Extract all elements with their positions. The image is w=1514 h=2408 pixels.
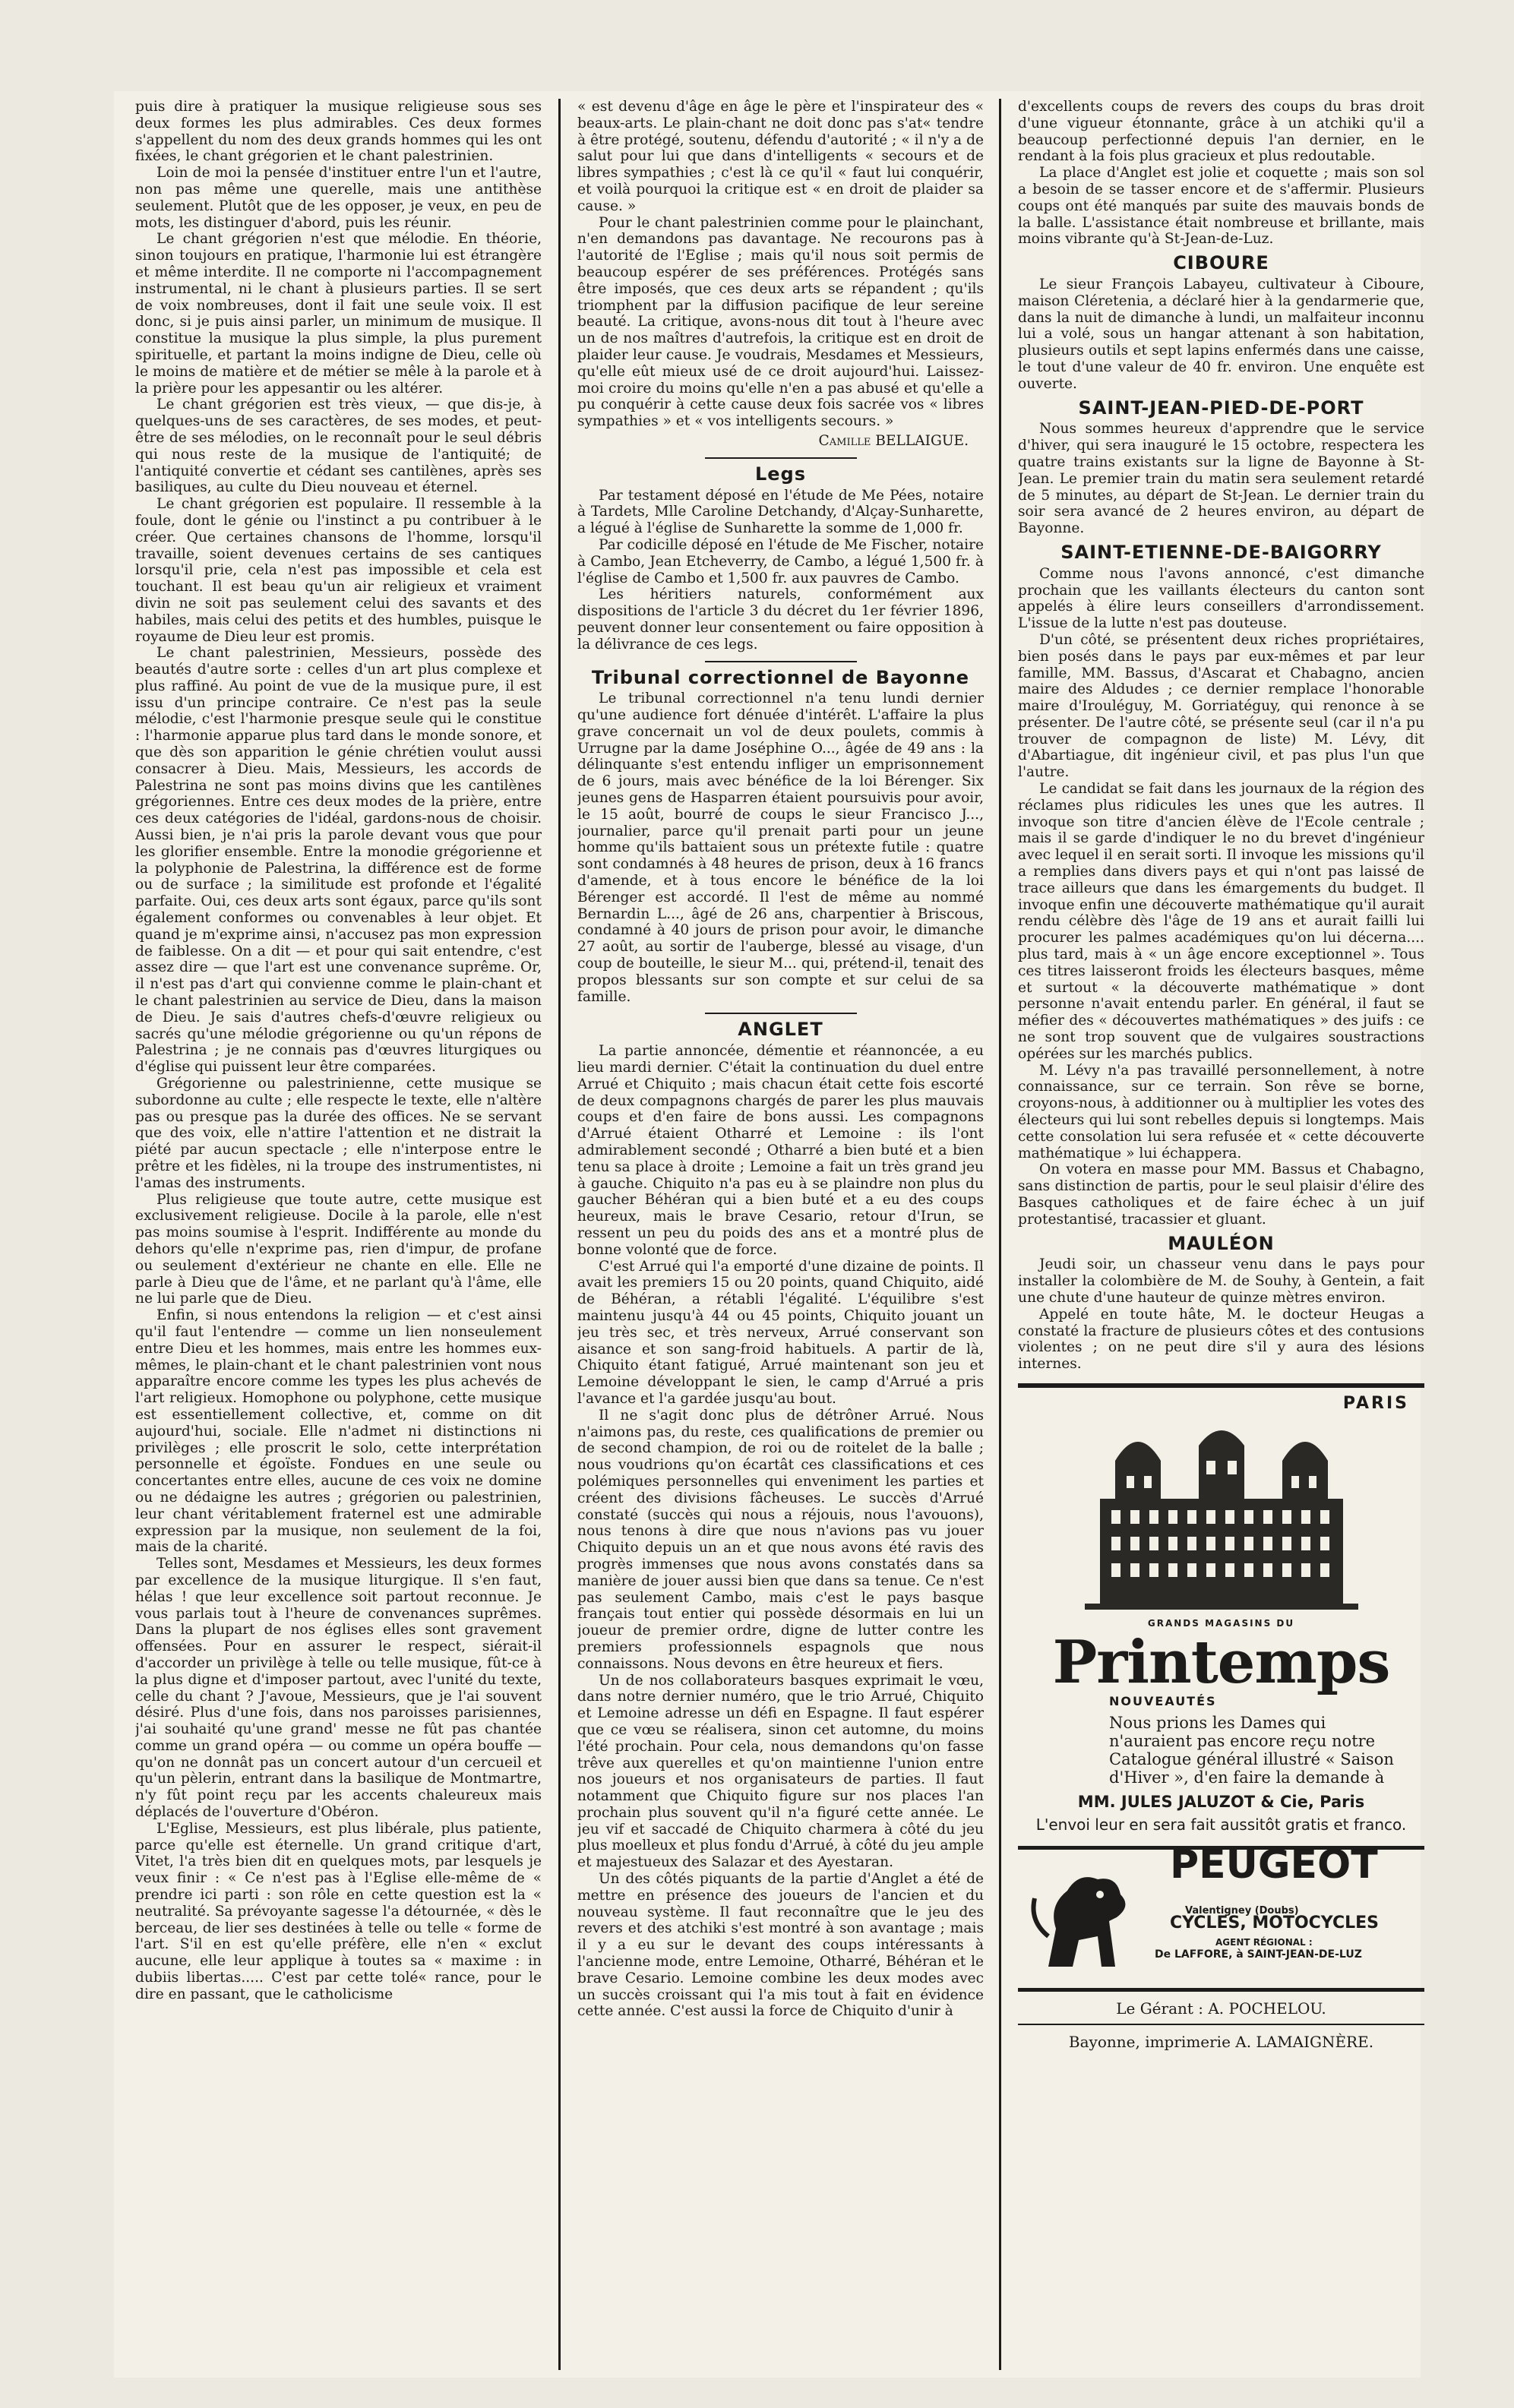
paragraph: Nous sommes heureux d'apprendre que le service d'hiver, qui sera inauguré le 15 octobre, respectera les quatre trains existants sur la ligne de Bayonne à St-Jean. Le premier train du matin sera seulement retardé de 5 minutes, au départ de St-Jean. Le dernier train du soir sera avancé de 2 heures environ, au départ de Bayonne. — [1018, 421, 1424, 537]
gerant-line: Le Gérant : A. POCHELOU. — [1018, 2001, 1424, 2025]
divider — [705, 457, 857, 459]
ad-address: MM. JULES JALUZOT & Cie, Paris — [1077, 1793, 1365, 1812]
paragraph: Pour le chant palestrinien comme pour le plainchant, n'en demandons pas davantage. Ne recourons pas à l'autorité de l'Eglise ; mais qu'il nous soit permis de beaucoup espérer de ses préférences. Protégés sans être imposés, que ces deux arts se répandent ; qu'ils triomphent par la diffusion pacifique de leur sereine beauté. La critique, avons-nous dit tout à l'heure avec un de nos maîtres d'autrefois, la critique est en droit de plaider leur cause. Je voudrais, Mesdames et Messieurs, qu'elle eût mieux usé de ce droit aujourd'hui. Laissez-moi croire du moins qu'elle n'en a pas abusé et qu'elle a pu conquérir à cette cause deux fois sacrée vos « libres sympathies » et « vos intelligents secours. » — [577, 214, 984, 430]
paragraph: On votera en masse pour MM. Bassus et Chabagno, sans distinction de partis, pour le seul plaisir d'élire des Basques catholiques et de faire échec à un juif protestantisé, tracassier et gluant. — [1018, 1161, 1424, 1228]
section-title-tribunal: Tribunal correctionnel de Bayonne — [591, 666, 970, 688]
paragraph: Telles sont, Mesdames et Messieurs, les deux formes par excellence de la musique liturgique. Il s'en faut, hélas ! que leur excellence soit partout reconnue. Je vous parlais tout à l'heure de convenances suprêmes. Dans la plupart de nos églises elles sont gravement offensées. Pour en assurer le respect, siérait-il d'accorder un privilège à telle ou telle musique, fût-ce à la plus digne et d'imposer partout, avec l'unité du texte, celle du chant ? J'avoue, Messieurs, que je l'ai souvent désiré. Plus d'une fois, dans nos paroisses parisiennes, j'ai souhaité qu'une grand' messe ne fût pas chantée comme un grand opéra — ou comme un opéra bouffe — qu'on ne donnât pas un concert autour d'un cercueil et qu'un pèlerin, entrant dans la basilique de Montmartre, n'y fût point reçu par les accents chaleureux mais déplacés de l'ouverture d'Obéron. — [135, 1556, 542, 1821]
ad-peugeot-agent: AGENT RÉGIONAL : — [1215, 1937, 1313, 1948]
department-store-illustration — [1085, 1415, 1358, 1613]
paragraph: La place d'Anglet est jolie et coquette ; mais son sol a besoin de se tasser encore et de s'affermir. Plusieurs coups ont été manqués par suite des mauvais bonds de la balle. L'assistance était nombreuse et brillante, mais moins vibrante qu'à St-Jean-de-Luz. — [1018, 165, 1424, 248]
section-title-saint-jean: SAINT-JEAN-PIED-DE-PORT — [1078, 397, 1364, 419]
paragraph: M. Lévy n'a pas travaillé personnellement, à notre connaissance, sur ce terrain. Son rêve se borne, croyons-nous, à additionner ou à multiplier les votes des électeurs qui lui sont rebelles depuis si longtemps. Mais cette consolation lui sera refusée et « cette découverte mathématique » lui échappera. — [1018, 1062, 1424, 1161]
paragraph: Par codicille déposé en l'étude de Me Fischer, notaire à Cambo, Jean Etcheverry, de Cambo, a légué 1,500 fr. à l'église de Cambo et 1,500 fr. aux pauvres de Cambo. — [577, 536, 984, 586]
paragraph: Les héritiers naturels, conformément aux dispositions de l'article 3 du décret du 1er février 1896, peuvent donner leur consentement ou faire opposition à la délivrance de ces legs. — [577, 586, 984, 653]
column-2 — [577, 99, 984, 2370]
ad-peugeot — [1018, 1842, 1424, 1992]
section-title-ciboure: CIBOURE — [1173, 252, 1269, 274]
paragraph: Il ne s'agit donc plus de détrôner Arrué. Nous n'aimons pas, du reste, ces qualifications de premier ou de second champion, de roi ou de roitelet de la balle ; nous voudrions qu'on écartât ces classifications et ces polémiques personnelles qui enveniment les parties et créent des divisions fâcheuses. Le succès d'Arrué constaté (succès qui nous a réjouis, nous l'avouons), nous tenons à dire que nous n'avions pas vu jouer Chiquito depuis un an et que nous avons été ravis des progrès immenses que nous avons constatés dans sa manière de jouer aussi bien que dans sa tenue. Ce n'est pas seulement Cambo, mais c'est le pays basque français tout entier qui possède désormais en lui un joueur de premier ordre, digne de lutter contre les premiers professionnels espagnols que nous connaissons. Nous devons en être heureux et fiers. — [577, 1407, 984, 1672]
ad-body: Nous prions les Dames qui n'auraient pas encore reçu notre Catalogue général illustré « Saison d'Hiver », d'en faire la demande à — [1109, 1714, 1394, 1787]
lion-icon — [1026, 1860, 1139, 1974]
ad-subhead: GRANDS MAGASINS DU — [1147, 1617, 1295, 1629]
paragraph: Appelé en toute hâte, M. le docteur Heugas a constaté la fracture de plusieurs côtes et des contusions violentes ; on ne peut dire s'il y aura des lésions internes. — [1018, 1306, 1424, 1373]
advertisements — [1018, 1383, 1424, 1992]
paragraph: Le sieur François Labayeu, cultivateur à Ciboure, maison Cléretenia, a déclaré hier à la gendarmerie que, dans la nuit de dimanche à lundi, un malfaiteur inconnu lui a volé, sous un hangar attenant à son habitation, plusieurs outils et sept lapins enfermés dans une caisse, le tout d'une valeur de 40 fr. environ. Une enquête est ouverte. — [1018, 276, 1424, 392]
divider — [705, 1013, 857, 1014]
ad-peugeot-sub: Valentigney (Doubs) — [1185, 1905, 1299, 1917]
section-title-legs: Legs — [754, 463, 807, 485]
paragraph: Le chant grégorien est populaire. Il ressemble à la foule, dont le génie ou l'instinct a pu contribuer à le créer. Que certaines chansons de l'homme, lorsqu'il travaille, soient devenues certains de ses cantiques lorsqu'il prie, cela n'est pas impossible et cela est touchant. Il est beau qu'un air religieux et vraiment divin ne soit pas seulement celui des savants et des habiles, mais celui des petits et des humbles, puisque le royaume de Dieu leur est promis. — [135, 496, 542, 645]
ad-foot: L'envoi leur en sera fait aussitôt gratis et franco. — [1035, 1815, 1407, 1834]
paragraph: Un de nos collaborateurs basques exprimait le vœu, dans notre dernier numéro, que le trio Arrué, Chiquito et Lemoine adresse un défi en Espagne. Il faut espérer que ce vœu se réalisera, sinon cet automne, du moins l'été prochain. Pour cela, nous demandons qu'on fasse trêve aux querelles et qu'on maintienne l'union entre nos joueurs et nos organisateurs de parties. Il faut notamment que Chiquito figure sur nos places l'an prochain plus souvent qu'il n'a figuré cette année. Le jeu vif et saccadé de Chiquito charmera à côté du jeu plus moelleux et plus fondu d'Arrué, à côté du jeu ample et majestueux des Salazar et des Ayestaran. — [577, 1672, 984, 1871]
paragraph: Le chant grégorien n'est que mélodie. En théorie, sinon toujours en pratique, l'harmonie lui est étrangère et même interdite. Il ne comporte ni l'accompagnement instrumental, ni le chant à plusieurs parties. Il se sert de voix nombreuses, dont il fait une seule voix. Il est donc, si je puis ainsi parler, un minimum de musique. Il constitue la musique la plus simple, la plus purement spirituelle, et partant la moins indigne de Dieu, celle où le moins de matière et de métier se mêle à la parole et à la prière pour les appesantir ou les altérer. — [135, 231, 542, 397]
ad-peugeot-location: De LAFFORE, à SAINT-JEAN-DE-LUZ — [1155, 1948, 1362, 1961]
ad-peugeot-brand: PEUGEOT — [1170, 1842, 1378, 1888]
ad-brand: Printemps — [1052, 1627, 1390, 1697]
paragraph: Grégorienne ou palestrinienne, cette musique se subordonne au culte ; elle respecte le texte, elle n'altère pas ou presque pas la durée des offices. Ne se servant que des voix, elle n'attire l'attention et ne distrait la piété par aucun spectacle ; elle n'interpose entre le prêtre et les fidèles, ni la troupe des instrumentistes, ni l'amas des instruments. — [135, 1076, 542, 1191]
paragraph: Plus religieuse que toute autre, cette musique est exclusivement religieuse. Docile à la parole, elle n'est pas moins soumise à l'esprit. Indifférente au monde du dehors qu'elle n'exprime pas, rien d'impur, de profane ou seulement d'extérieur ne chante en elle. Elle ne parle à Dieu que de l'âme, et ne parlant qu'à l'âme, elle ne lui parle que de Dieu. — [135, 1191, 542, 1307]
paragraph: Enfin, si nous entendons la religion — et c'est ainsi qu'il faut l'entendre — comme un lien nonseulement entre Dieu et les hommes, mais entre les hommes eux-mêmes, le plain-chant et le chant palestrinien vont nous apparaître encore comme les types les plus achevés de l'art religieux. Homophone ou polyphone, cette musique est essentiellement collective, et, comme on dit aujourd'hui, sociale. Elle n'admet ni distinctions ni privilèges ; elle proscrit le solo, cette interprétation personnelle et égoïste. Fondues en une seule ou concertantes entre elles, aucune de ces voix ne domine ou ne dédaigne les autres ; grégorien ou palestrinien, leur chant véritablement fraternel est une admirable expression par la musique, non seulement de la foi, mais de la charité. — [135, 1307, 542, 1556]
paragraph: Un des côtés piquants de la partie d'Anglet a été de mettre en présence des joueurs de l'ancien et du nouveau système. Il faut reconnaître que le jeu des revers et des atchiki s'est montré à son avantage ; mais il y a eu sur le devant des coups intéressants à l'ancienne mode, entre Lemoine, Otharré, Béhéran et le brave Cesario. Lemoine combine les deux modes avec un succès croissant qui l'a mis tout à fait en évidence cette année. C'est aussi la force de Chiquito d'unir à — [577, 1871, 984, 2020]
paragraph: L'Eglise, Messieurs, est plus libérale, plus patiente, parce qu'elle est éternelle. Un grand critique d'art, Vitet, l'a très bien dit en quelques mots, par lesquels je veux finir : « Ce n'est pas à l'Eglise elle-même de « prendre ici parti : son rôle en cette question est la « neutralité. Sa prévoyante sagesse l'a détournée, « dès le berceau, de lier ses destinées à telle ou telle « forme de l'art. S'il en est qu'elle préfère, elle n'en « exclut aucune, elle leur applique à toutes sa « maxime : in dubiis libertas..... C'est par cette tolé« rance, pour le dire en passant, que le catholicisme — [135, 1820, 542, 2002]
column-rule — [999, 99, 1001, 2370]
section-title-mauleon: MAULÉON — [1168, 1232, 1275, 1254]
section-title-saint-etienne: SAINT-ETIENNE-DE-BAIGORRY — [1060, 541, 1382, 563]
section-title-anglet: ANGLET — [738, 1019, 823, 1041]
paragraph: Le candidat se fait dans les journaux de la région des réclames plus ridicules les unes que les autres. Il invoque son titre d'ancien élève de l'Ecole centrale ; mais il se garde d'indiquer le no du brevet d'ingénieur avec lequel il en serait sorti. Il invoque les missions qu'il a remplies dans divers pays et qui n'ont pas laissé de trace ailleurs que dans les émargements du budget. Il invoque enfin une découverte mathématique qu'il aurait rendu célèbre dès l'âge de 19 ans et aurait failli lui procurer les palmes académiques qu'on lui décerna.... plus tard, mais à « un âge encore exceptionnel ». Tous ces titres laisseront froids les électeurs basques, même et surtout « la découverte mathématique » dont personne n'avait entendu parler. En général, il faut se méfier des « découvertes mathématiques » des juifs : ce ne sont trop souvent que de vulgaires soustractions opérées sur les marchés publics. — [1018, 781, 1424, 1062]
paragraph: C'est Arrué qui l'a emporté d'une dizaine de points. Il avait les premiers 15 ou 20 points, quand Chiquito, aidé de Béhéran, a rétabli l'égalité. L'équilibre s'est maintenu jusqu'à 44 ou 45 points, Chiquito jouant un jeu très sec, et très nerveux, Arrué conservant son aisance et son sang-froid habituels. A partir de là, Chiquito étant fatigué, Arrué maintenant son jeu et Lemoine développant le sien, le camp d'Arrué a pris l'avance et l'a gardée jusqu'au bout. — [577, 1258, 984, 1407]
newspaper-page — [114, 91, 1424, 2378]
article-signature: Camille BELLAIGUE. — [818, 432, 969, 449]
column-1 — [135, 99, 542, 2370]
paragraph: Le chant grégorien est très vieux, — que dis-je, à quelques-uns de ses caractères, de ses modes, et peut-être de ses mélodies, on le reconnaît pour le seul débris qui nous reste de la musique de l'antiquité; de l'antiquité convertie et cédant ses cantilènes, après ses basiliques, au culte du Dieu nouveau et éternel. — [135, 397, 542, 496]
paragraph: « est devenu d'âge en âge le père et l'inspirateur des « beaux-arts. Le plain-chant ne doit donc pas s'at« tendre à être protégé, soutenu, défendu d'autorité ; « il n'y a de salut pour lui que dans d'intelligents « secours et de libres sympathies ; c'est là ce qu'il « faut lui conquérir, et voilà pourquoi la critique est « en droit de plaider sa cause. » — [577, 99, 984, 214]
ad-printemps — [1018, 1395, 1424, 1834]
ad-peugeot-line: CYCLES, MOTOCYCLES — [1170, 1913, 1379, 1933]
column-3 — [1018, 99, 1424, 2370]
ad-city: PARIS — [1342, 1393, 1409, 1413]
paragraph: d'excellents coups de revers des coups du bras droit d'une vigueur étonnante, grâce à un atchiki qu'il a beaucoup perfectionné depuis l'an dernier, en le rendant à la fois plus gracieux et plus redoutable. — [1018, 99, 1424, 165]
divider — [705, 661, 857, 662]
paragraph: Loin de moi la pensée d'instituer entre l'un et l'autre, non pas même une querelle, mais une antithèse seulement. Plutôt que de les opposer, je veux, en peu de mots, les distinguer d'abord, puis les réunir. — [135, 165, 542, 231]
paragraph: Par testament déposé en l'étude de Me Pées, notaire à Tardets, Mlle Caroline Detchandy, d'Alçay-Sunharette, a légué à l'église de Sunharette la somme de 1,000 fr. — [577, 487, 984, 537]
paragraph: La partie annoncée, démentie et réannoncée, a eu lieu mardi dernier. C'était la continuation du duel entre Arrué et Chiquito ; mais chacun était cette fois escorté de deux compagnons chargés de parer les plus mauvais coups et d'en faire de bons aussi. Les compagnons d'Arrué étaient Otharré et Lemoine : ils l'ont admirablement secondé ; Otharré a bien buté et a bien tenu sa place à droite ; Lemoine a fait un très grand jeu à gauche. Chiquito n'a pas eu à se plaindre non plus du gaucher Béhéran qui a bien buté et a eu des coups heureux, mais le brave Cesario, retour d'Irun, se ressent un peu du poids des ans et a montré plus de bonne volonté que de force. — [577, 1043, 984, 1258]
paragraph: Jeudi soir, un chasseur venu dans le pays pour installer la colombière de M. de Souhy, à Gentein, a fait une chute d'une hauteur de quinze mètres environ. — [1018, 1256, 1424, 1306]
ad-tagline: NOUVEAUTÉS — [1109, 1693, 1217, 1708]
imprimerie-line: Bayonne, imprimerie A. LAMAIGNÈRE. — [1068, 2032, 1374, 2051]
paragraph: Le chant palestrinien, Messieurs, possède des beautés d'autre sorte : celles d'un art plus complexe et plus raffiné. Au point de vue de la musique pure, il est issu d'un principe contraire. Ce n'est pas la seule mélodie, c'est l'harmonie presque seule qui le constitue : l'harmonie apparue plus tard dans le monde sonore, et que dès son apparition le génie chrétien voulut aussi consacrer à Dieu. Mais, Messieurs, les accords de Palestrina ne sont pas moins divins que les cantilènes grégoriennes. Entre ces deux modes de la prière, entre ces deux catégories de l'idéal, gardons-nous de choisir. Aussi bien, je n'ai pris la parole devant vous que pour les glorifier ensemble. Entre la monodie grégorienne et la polyphonie de Palestrina, la différence est de forme ou de surface ; la similitude est profonde et l'égalité parfaite. Oui, ces deux arts sont égaux, parce qu'ils sont également conformes ou convenables à leur objet. Et quand je m'exprime ainsi, n'accusez pas mon expression de faiblesse. On a dit — et pour qui sait entendre, c'est assez dire — que l'art est une convenance suprême. Or, il n'est pas d'art qui convienne comme le plain-chant et le chant palestrinien au service de Dieu, dans la maison de Dieu. Je sais d'autres chefs-d'œuvre religieux ou sacrés qu'une mélodie grégorienne ou qu'un répons de Palestrina ; je ne connais pas d'œuvres liturgiques ou d'église qui puissent leur être comparées. — [135, 645, 542, 1076]
paragraph: Comme nous l'avons annoncé, c'est dimanche prochain que les vaillants électeurs du canton sont appelés à élire leurs conseillers d'arrondissement. L'issue de la lutte n'est pas douteuse. — [1018, 565, 1424, 632]
paragraph: puis dire à pratiquer la musique religieuse sous ses deux formes les plus admirables. Ces deux formes s'appellent du nom des deux grands hommes qui les ont fixées, le chant grégorien et le chant palestrinien. — [135, 99, 542, 165]
paragraph: D'un côté, se présentent deux riches propriétaires, bien posés dans le pays par eux-mêmes et par leur famille, MM. Bassus, d'Ascarat et Chabagno, ancien maire des Aldudes ; ce dernier remplace l'honorable maire d'Irouléguy, M. Gorriatéguy, qui renonce à se présenter. De l'autre côté, se présente seul (car il n'a pu trouver de compagnon de liste) M. Lévy, dit d'Abartiague, dit ingénieur civil, et pas plus l'un que l'autre. — [1018, 631, 1424, 781]
paragraph: Le tribunal correctionnel n'a tenu lundi dernier qu'une audience fort dénuée d'intérêt. L'affaire la plus grave concernait un vol de deux poulets, commis à Urrugne par la dame Joséphine O..., âgée de 49 ans : la délinquante s'est entendu infliger un emprisonnement de 6 jours, mais avec bénéfice de la loi Bérenger. Six jeunes gens de Hasparren étaient poursuivis pour avoir, le 15 août, bourré de coups le sieur Francisco J..., journalier, parce qu'il prenait parti pour un jeune homme qu'ils battaient sous un prétexte futile : quatre sont condamnés à 48 heures de prison, deux à 16 francs d'amende, et à tous encore le bénéfice de la loi Bérenger est accordé. Il l'est de même au nommé Bernardin L..., âgé de 26 ans, charpentier à Briscous, condamné à 40 jours de prison pour avoir, le dimanche 27 août, au sortir de l'auberge, blessé au visage, d'un coup de bouteille, le sieur M... qui, prétend-il, tenait des propos blessants sur son compte et sur celui de sa famille. — [577, 690, 984, 1005]
column-rule — [558, 99, 561, 2370]
